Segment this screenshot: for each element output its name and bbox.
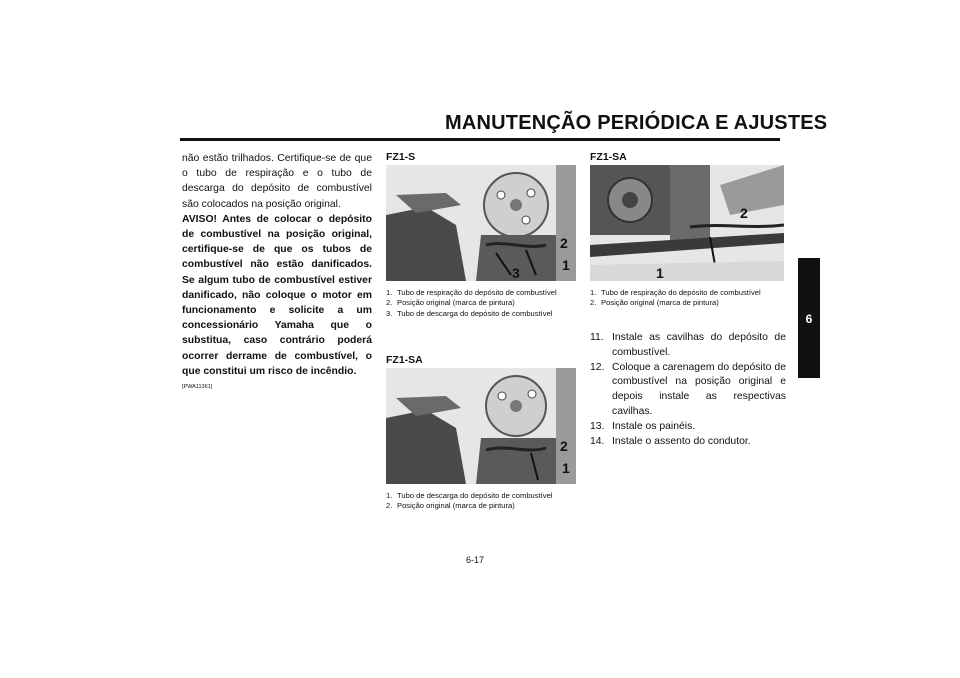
figure-3-callout-1: 1 bbox=[656, 265, 664, 281]
header-rule bbox=[180, 138, 780, 141]
caption-item: 1. Tubo de descarga do depósito de combustível bbox=[386, 491, 553, 500]
engine-photo-illustration bbox=[386, 165, 576, 281]
caption-item: 2. Posição original (marca de pintura) bbox=[386, 501, 515, 511]
warning-paragraph: AVISO! Antes de colocar o depósito de combustível na posição original, certifique-se de que os tubos de combustível não estão danificados. Se algum tubo de combustível estiver danificado, não coloque o motor em funcionamento e solicite a um concessionário Yamaha que o substitua, caso contrário poderá ocorrer derrame de combustível, o que constitui um risco de incêndio. bbox=[182, 213, 372, 377]
chapter-tab bbox=[798, 258, 820, 378]
figure-1-callout-1: 1 bbox=[562, 257, 570, 273]
caption-item: 1. Tubo de respiração do depósito de combustível bbox=[386, 288, 557, 297]
engine-photo-illustration bbox=[386, 368, 576, 484]
figure-1-photo bbox=[386, 165, 576, 281]
step-item: 11. Instale as cavilhas do depósito de combustível. bbox=[590, 332, 786, 358]
chapter-tab-number: 6 bbox=[805, 312, 813, 326]
step-item: 13. Instale os painéis. bbox=[590, 420, 696, 432]
step-item: 14. Instale o assento do condutor. bbox=[590, 435, 751, 447]
step-item: 12. Coloque a carenagem do depósito de combustível na posição original e depois instale as respectivas cavilhas. bbox=[590, 361, 786, 417]
caption-item: 2. Posição original (marca de pintura) bbox=[590, 298, 719, 308]
figure-1-caption bbox=[386, 288, 576, 319]
figure-1-callout-2: 2 bbox=[560, 235, 568, 251]
caption-item: 2. Posição original (marca de pintura) bbox=[386, 298, 515, 308]
figure-3-title: FZ1-SA bbox=[590, 151, 627, 163]
body-text-column bbox=[182, 151, 372, 391]
figure-1-title: FZ1-S bbox=[386, 151, 416, 163]
figure-3-callout-2: 2 bbox=[740, 205, 748, 221]
figure-2-caption bbox=[386, 491, 576, 512]
intro-paragraph: não estão trilhados. Certifique-se de que o tubo de respiração e o tubo de descarga do depósito de combustível são colocados na posição original. bbox=[182, 153, 372, 210]
figure-2-callout-1: 1 bbox=[562, 460, 570, 476]
page-header-title: MANUTENÇÃO PERIÓDICA E AJUSTES bbox=[445, 112, 828, 134]
figure-2-title: FZ1-SA bbox=[386, 354, 423, 366]
engine-photo-illustration bbox=[590, 165, 784, 281]
figure-3-caption bbox=[590, 288, 784, 309]
caption-item: 1. Tubo de respiração do depósito de combustível bbox=[590, 288, 761, 297]
page-number: 6-17 bbox=[466, 555, 485, 565]
figure-2-callout-2: 2 bbox=[560, 438, 568, 454]
instruction-steps bbox=[590, 331, 786, 449]
figure-3-photo bbox=[590, 165, 784, 281]
figure-2-photo bbox=[386, 368, 576, 484]
caption-item: 3. Tubo de descarga do depósito de combustível bbox=[386, 308, 553, 318]
warning-code: [PWA11361] bbox=[182, 384, 213, 391]
figure-1-callout-3: 3 bbox=[512, 265, 520, 281]
